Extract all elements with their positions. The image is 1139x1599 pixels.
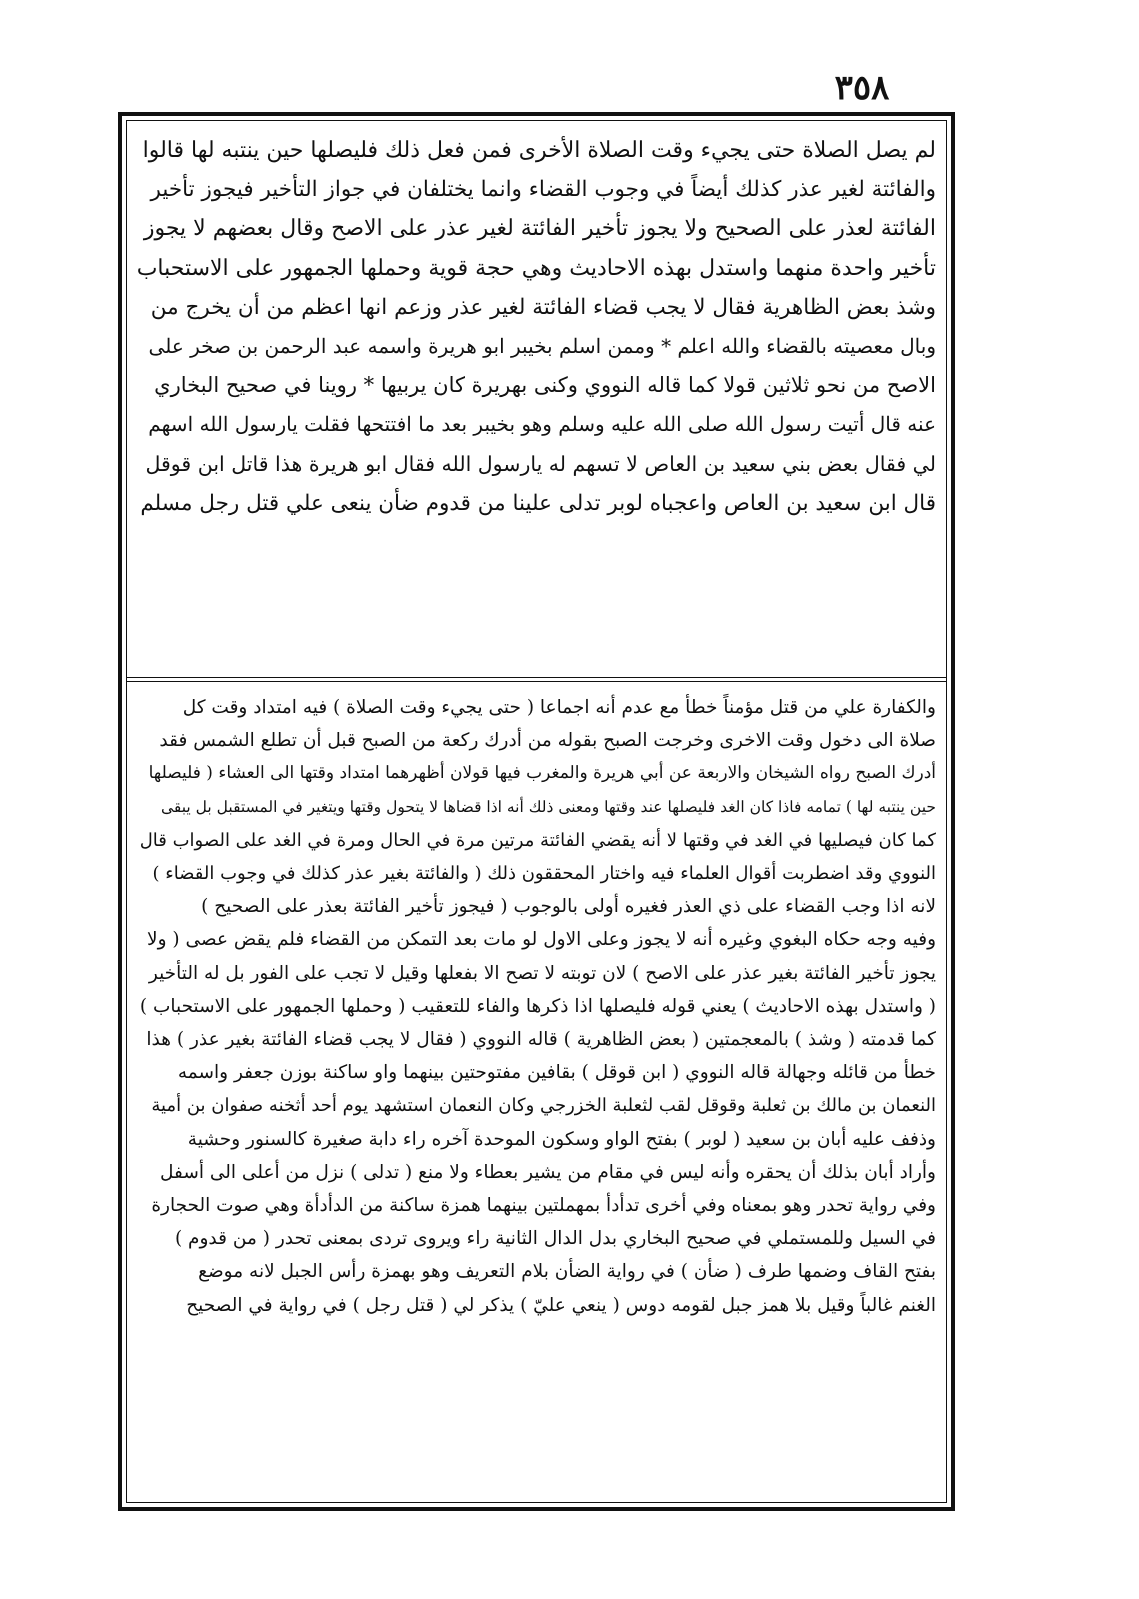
sharh-line: ( واستدل بهذه الاحاديث ) يعني قوله فليصلها اذا ذكرها والفاء للتعقيب ( وحملها الجمهور على الاستحباب ) — [139, 995, 936, 1017]
sharh-line: أدرك الصبح رواه الشيخان والاربعة عن أبي هريرة والمغرب فيها قولان أظهرهما امتداد وقتها الى العشاء ( فليصلها — [148, 763, 936, 784]
sharh-line: الغنم غالباً وقيل بلا همز جبل لقومه دوس ( ينعي عليّ ) يذكر لي ( قتل رجل ) في رواية في الصحيح — [186, 1294, 936, 1316]
sharh-line: في السيل وللمستملي في صحيح البخاري بدل الدال الثانية راء ويروى تردى بمعنى تحدر ( من قدوم ) — [174, 1228, 936, 1250]
sharh-line: وذفف عليه أبان بن سعيد ( لوبر ) بفتح الواو وسكون الموحدة آخره راء دابة صغيرة كالسنور وحشية — [187, 1128, 936, 1150]
sharh-line: صلاة الى دخول وقت الاخرى وخرجت الصبح بقوله من أدرك ركعة من الصبح قبل أن تطلع الشمس فقد — [159, 730, 936, 752]
matn-line: وشذ بعض الظاهرية فقال لا يجب قضاء الفائتة لغير عذر وزعم انها اعظم من أن يخرج من — [150, 294, 936, 320]
sharh-line: بفتح القاف وضمها طرف ( ضأن ) في رواية الضأن بلام التعريف وهو بهمزة رأس الجبل لانه موضع — [198, 1261, 936, 1283]
sharh-line: يجوز تأخير الفائتة بغير عذر على الاصح ) لان توبته لا تصح الا بفعلها وقيل لا تجب على الفور بل له التأخير — [148, 962, 936, 984]
matn-line: قال ابن سعيد بن العاص واعجباه لوبر تدلى علينا من قدوم ضأن ينعى علي قتل رجل مسلم — [140, 490, 936, 516]
matn-line: عنه قال أتيت رسول الله صلى الله عليه وسلم وهو بخيبر بعد ما افتتحها فقلت يارسول الله اسهم — [148, 412, 936, 437]
matn-line: الفائتة لعذر على الصحيح ولا يجوز تأخير الفائتة لغير عذر على الاصح وقال بعضهم لا يجوز — [143, 216, 936, 242]
sharh-line: النعمان بن مالك بن ثعلبة وقوقل لقب لثعلبة الخزرجي وكان النعمان استشهد يوم أحد أثخنه صفوان بن أمية — [151, 1095, 936, 1117]
sharh-line: كما قدمته ( وشذ ) بالمعجمتين ( بعض الظاهرية ) قاله النووي ( فقال لا يجب قضاء الفائتة بغير عذر ) هذا — [146, 1029, 936, 1051]
sharh-line: لانه اذا وجب القضاء على ذي العذر فغيره أولى بالوجوب ( فيجوز تأخير الفائتة بعذر على الصحيح ) — [201, 896, 936, 918]
matn-line: والفائتة لغير عذر كذلك أيضاً في وجوب القضاء وانما يختلفان في جواز التأخير فيجوز تأخير — [150, 177, 936, 203]
page-number: ٣٥٨ — [834, 68, 890, 108]
matn-line: لي فقال بعض بني سعيد بن العاص لا تسهم له يارسول الله فقال ابو هريرة هذا قاتل ابن قوقل — [145, 451, 936, 476]
section-divider-bottom — [127, 681, 946, 682]
matn-line: لم يصل الصلاة حتى يجيء وقت الصلاة الأخرى فمن فعل ذلك فليصلها حين ينتبه لها قالوا — [142, 138, 936, 163]
frame-inner-border — [126, 120, 947, 1503]
sharh-line: وفيه وجه حكاه البغوي وغيره أنه لا يجوز وعلى الاول لو مات بعد التمكن من القضاء فلم يقض عصى ( ولا — [147, 929, 936, 951]
sharh-line: النووي وقد اضطربت أقوال العلماء فيه واختار المحققون ذلك ( والفائتة بغير عذر كذلك في وجوب القضاء ) — [152, 863, 936, 885]
sharh-line: حين ينتبه لها ) تمامه فاذا كان الغد فليصلها عند وقتها ومعنى ذلك أنه اذا قضاها لا يتحول وقتها ويتغير في المستقبل بل يبقى — [161, 797, 936, 816]
sharh-commentary — [137, 691, 936, 1494]
matn-line: وبال معصيته بالقضاء والله اعلم * وممن اسلم بخيبر ابو هريرة واسمه عبد الرحمن بن صخر على — [148, 334, 936, 359]
section-divider-top — [127, 677, 946, 678]
sharh-line: كما كان فيصليها في الغد في وقتها لا أنه يقضي الفائتة مرتين مرة في الحال ومرة في الغد على الصواب قال — [139, 829, 936, 851]
matn-line: تأخير واحدة منهما واستدل بهذه الاحاديث وهي حجة قوية وحملها الجمهور على الاستحباب — [137, 255, 936, 281]
sharh-line: والكفارة علي من قتل مؤمناً خطأ مع عدم أنه اجماعا ( حتى يجيء وقت الصلاة ) فيه امتداد وقت كل — [182, 697, 936, 718]
matn-line: الاصح من نحو ثلاثين قولا كما قاله النووي وكنى بهريرة كان يربيها * روينا في صحيح البخاري — [154, 373, 936, 398]
text-frame — [118, 112, 955, 1511]
matn-main-text — [137, 131, 936, 673]
sharh-line: وفي رواية تحدر وهو بمعناه وفي أخرى تدأدأ بمهملتين بينهما همزة ساكنة من الدأدأة وهي صوت الحجارة — [151, 1195, 936, 1217]
sharh-line: وأراد أبان بذلك أن يحقره وأنه ليس في مقام من يشير بعطاء ولا منع ( تدلى ) نزل من أعلى الى أسفل — [159, 1161, 936, 1183]
sharh-line: خطأ من قائله وجهالة قاله النووي ( ابن قوقل ) بقافين مفتوحتين بينهما واو ساكنة بوزن جعفر واسمه — [177, 1062, 936, 1084]
